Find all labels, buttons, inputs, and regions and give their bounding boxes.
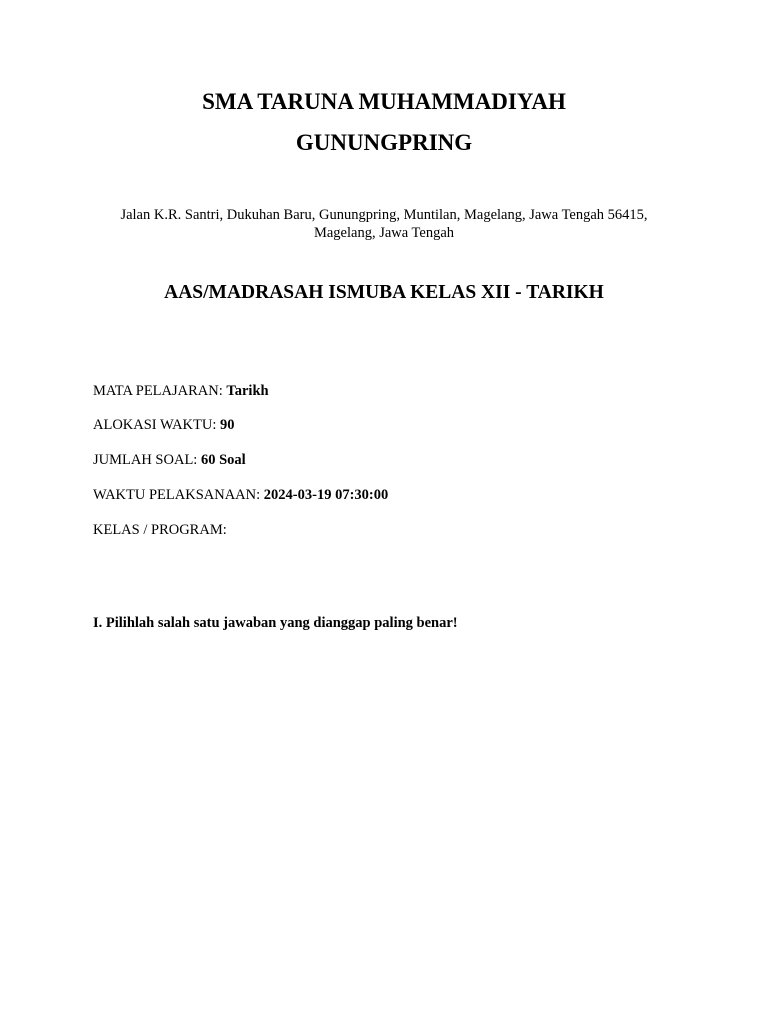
school-name-line2: GUNUNGPRING (295, 130, 473, 155)
meta-time-allocation (93, 416, 693, 434)
meta-time-value: 90 (220, 417, 235, 433)
school-address (84, 206, 684, 242)
address-line2: Magelang, Jawa Tengah (313, 225, 455, 241)
section-instruction: I. Pilihlah salah satu jawaban yang dianggap paling benar! (93, 615, 458, 631)
meta-count-value: 60 Soal (200, 452, 246, 468)
meta-subject-label: MATA PELAJARAN: (93, 383, 223, 399)
exam-title: AAS/MADRASAH ISMUBA KELAS XII - TARIKH (164, 282, 604, 303)
meta-subject (93, 382, 693, 400)
meta-class-program (93, 521, 693, 539)
meta-class-label: KELAS / PROGRAM: (93, 522, 227, 538)
meta-question-count (93, 451, 693, 469)
meta-subject-value: Tarikh (226, 383, 269, 399)
meta-time-label: ALOKASI WAKTU: (93, 417, 217, 433)
meta-schedule (93, 486, 693, 504)
meta-schedule-label: WAKTU PELAKSANAAN: (93, 487, 261, 503)
school-name-line1: SMA TARUNA MUHAMMADIYAH (202, 89, 566, 114)
address-line1: Jalan K.R. Santri, Dukuhan Baru, Gunungpring, Muntilan, Magelang, Jawa Tengah 56415, (120, 207, 648, 223)
meta-count-label: JUMLAH SOAL: (93, 452, 198, 468)
meta-schedule-value: 2024-03-19 07:30:00 (263, 487, 389, 503)
